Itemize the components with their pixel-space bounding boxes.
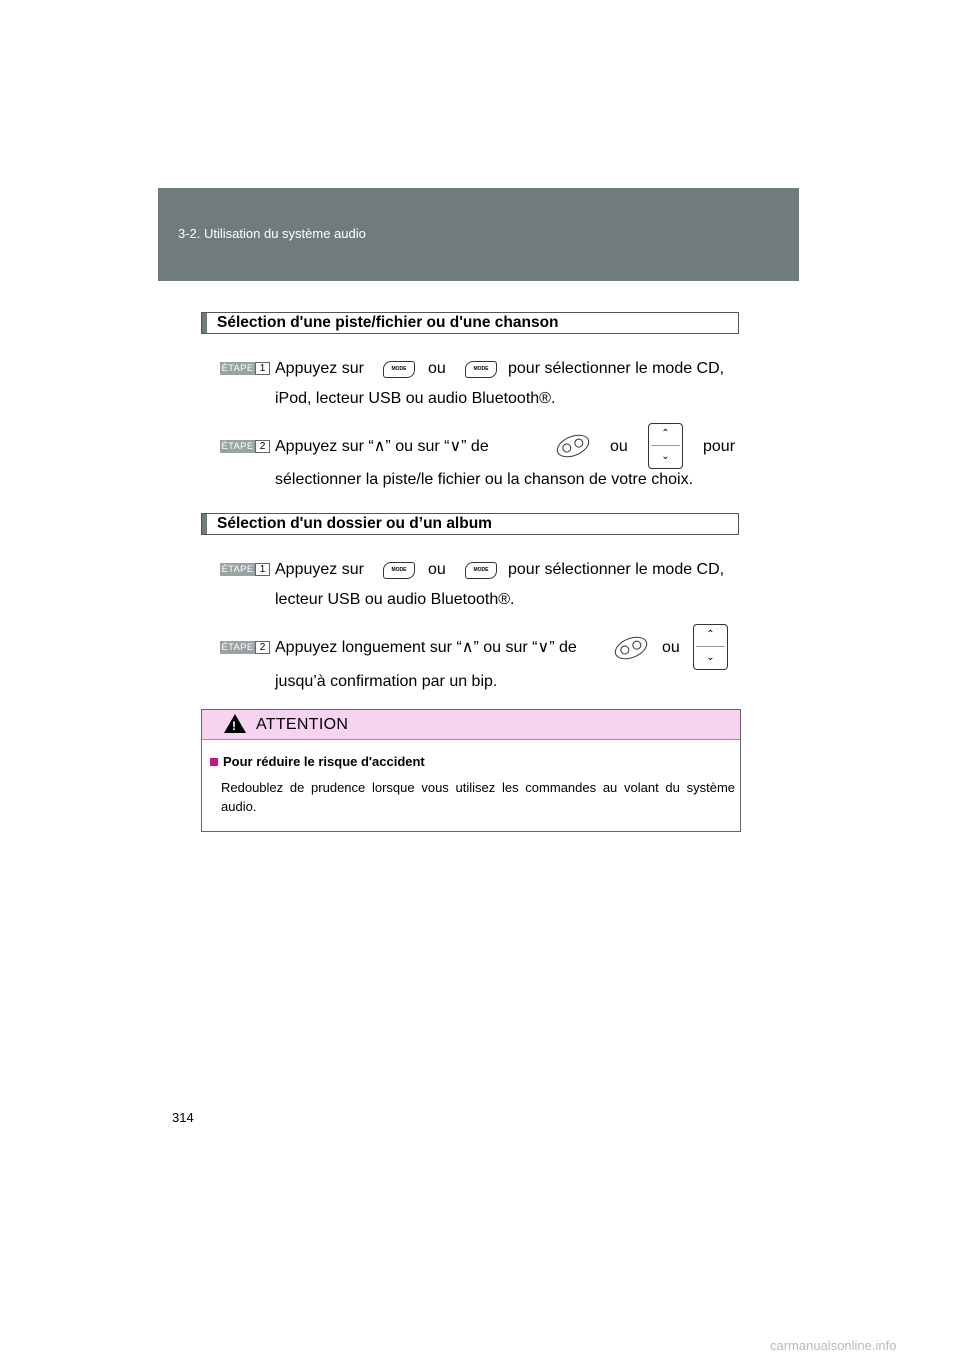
bullet-square-icon [210,758,218,766]
steering-switch-icon [611,632,650,663]
step-text: ou [662,639,680,656]
mode-button-icon: MODE [465,562,497,579]
step-word: ÉTAPE [221,642,254,653]
step-badge [220,563,270,576]
watermark: carmanualsonline.info [770,1338,897,1353]
mode-button-icon: MODE [383,361,415,378]
section-title-folder [201,513,739,535]
attention-subtitle [210,754,425,769]
step-word: ÉTAPE [221,441,254,452]
steering-switch-icon [553,430,592,461]
step-text: ou [428,561,446,578]
step-number: 2 [255,440,270,453]
step-text: Appuyez sur “∧” ou sur “∨” de [275,438,489,455]
mode-button-icon: MODE [383,562,415,579]
step-word: ÉTAPE [221,363,254,374]
step-text: Appuyez sur [275,561,364,578]
step-text: ou [610,438,628,455]
rocker-switch-icon [693,624,728,670]
up-arrow-icon: ⌃ [706,629,715,640]
step-text: ou [428,360,446,377]
attention-body: Redoublez de prudence lorsque vous utilisez les commandes au volant du système audio. [221,780,735,814]
attention-box [201,709,741,832]
up-arrow-icon: ⌃ [661,428,670,439]
step-text: sélectionner la piste/le fichier ou la chanson de votre choix. [275,471,694,488]
chapter-title: 3-2. Utilisation du système audio [178,226,366,241]
step-text: pour sélectionner le mode CD, [508,561,725,578]
mode-button-icon: MODE [465,361,497,378]
step-text: lecteur USB ou audio Bluetooth®. [275,591,515,608]
step-number: 1 [255,563,270,576]
step-text: Appuyez longuement sur “∧” ou sur “∨” de [275,639,577,656]
chapter-header [158,188,799,281]
step-word: ÉTAPE [221,564,254,575]
step-text: Appuyez sur [275,360,364,377]
page-number: 314 [172,1110,194,1125]
step-badge [220,362,270,375]
section-title-track [201,312,739,334]
step-text: jusqu’à confirmation par un bip. [275,673,498,690]
section-title-text: Sélection d'un dossier ou d’un album [217,515,492,532]
step-number: 2 [255,641,270,654]
down-arrow-icon: ⌄ [706,652,715,663]
section-title-text: Sélection d'une piste/fichier ou d'une chanson [217,314,559,331]
warning-icon: ! [224,714,246,733]
attention-title: ATTENTION [256,716,349,733]
step-badge [220,440,270,453]
down-arrow-icon: ⌄ [661,451,670,462]
step-text: iPod, lecteur USB ou audio Bluetooth®. [275,390,556,407]
step-text: pour sélectionner le mode CD, [508,360,725,377]
step-text: pour [703,438,736,455]
step-number: 1 [255,362,270,375]
attention-subtitle-text: Pour réduire le risque d'accident [223,754,425,769]
rocker-switch-icon [648,423,683,469]
step-badge [220,641,270,654]
attention-header [202,710,740,740]
